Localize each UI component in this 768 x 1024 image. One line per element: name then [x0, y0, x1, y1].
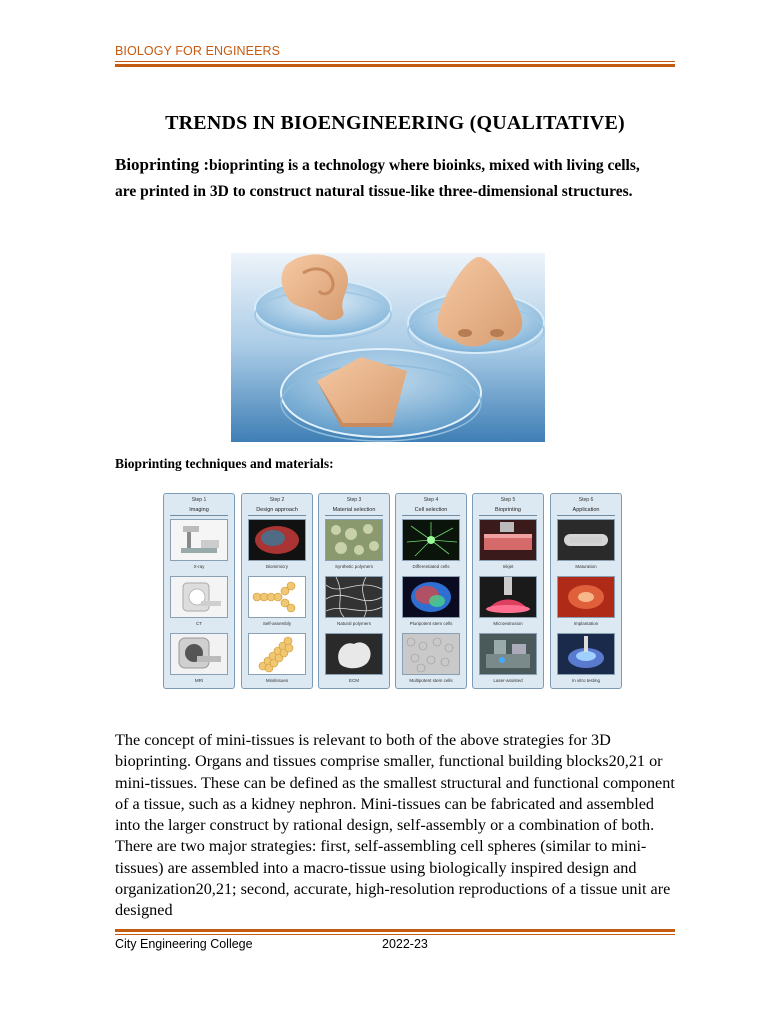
running-header: BIOLOGY FOR ENGINEERS: [115, 44, 281, 58]
page-title: TRENDS IN BIOENGINEERING (QUALITATIVE): [165, 112, 625, 134]
tile-caption: Multipotent stem cells: [409, 678, 453, 683]
pluripotent-cells-tile: [402, 576, 460, 618]
tile-caption: Synthetic polymers: [334, 564, 373, 569]
synthetic-polymers-tile: [325, 519, 383, 561]
multipotent-cells-tile: [402, 633, 460, 675]
footer-year: 2022-23: [382, 937, 428, 951]
footer-rule-top: [115, 929, 675, 932]
tile-caption: Minitissues: [265, 678, 289, 683]
step-title: Imaging: [189, 507, 209, 513]
step-number: Step 5: [500, 497, 516, 503]
step-number: Step 6: [578, 497, 594, 503]
mri-tile: [170, 633, 228, 675]
tile-caption: ECM: [349, 678, 359, 683]
step-panel-application: [550, 493, 622, 689]
tile-caption: Self-assembly: [262, 621, 292, 626]
tile-caption: X-ray: [193, 564, 205, 569]
step-panel-cell: [395, 493, 467, 689]
step-panel-imaging: [163, 493, 235, 689]
tile-caption: Implantation: [573, 621, 599, 626]
tile-caption: Maturation: [575, 564, 597, 569]
tile-caption: Laser-assisted: [493, 678, 523, 683]
step-panel-design: [241, 493, 313, 689]
step-title: Bioprinting: [495, 507, 521, 513]
tile-caption: Microextrusion: [493, 621, 523, 626]
ecm-tile: [325, 633, 383, 675]
footer-rule-bottom: [115, 934, 675, 935]
step-title: Design approach: [256, 507, 298, 513]
step-title: Material selection: [332, 507, 376, 513]
bioprinting-steps-figure: [163, 493, 624, 690]
step-title: Cell selection: [414, 507, 448, 513]
divider: [248, 515, 306, 516]
tile-caption: In vitro testing: [571, 678, 600, 683]
intro-lead: Bioprinting :: [115, 155, 209, 174]
step-number: Step 2: [269, 497, 285, 503]
divider: [325, 515, 383, 516]
tile-caption: MRI: [194, 678, 204, 683]
footer-college: City Engineering College: [115, 937, 253, 951]
bioprinted-organs-photo: [231, 253, 545, 442]
intro-paragraph: [115, 152, 655, 205]
tile-caption: Differentiated cells: [412, 564, 450, 569]
in-vitro-testing-tile: [557, 633, 615, 675]
tile-caption: Natural polymers: [336, 621, 371, 626]
implantation-tile: [557, 576, 615, 618]
tile-caption: Biomimicry: [266, 564, 288, 569]
header-rule-bottom: [115, 64, 675, 67]
tile-caption: CT: [196, 621, 202, 626]
step-title: Application: [572, 507, 600, 513]
intro-text: bioprinting is a technology where bioinks, mixed with living cells, are printed in 3D to construct natural tissue-like three-dimensional structures.: [115, 157, 640, 200]
step-panel-material: [318, 493, 390, 689]
self-assembly-tile: [248, 576, 306, 618]
minitissues-tile: [248, 633, 306, 675]
maturation-tile: [557, 519, 615, 561]
biomimicry-tile: [248, 519, 306, 561]
header-rule-top: [115, 61, 675, 62]
body-text: [115, 730, 675, 922]
step-number: Step 3: [346, 497, 362, 503]
ct-tile: [170, 576, 228, 618]
body-paragraph: The concept of mini-tissues is relevant to both of the above strategies for 3D bioprinting. Organs and tissues comprise smaller, functional building blocks20,21 or mini-tissues. These can be defined as the smallest structural and functional component of a tissue, such as a kidney nephron. Mini-tissues can be fabricated and assembled into the larger construct by rational design, self-assembly or a combination of both. There are two major strategies: first, self-assembling cell spheres (similar to mini-tissues) are assembled into a macro-tissue using biologically inspired design and organization20,21; second, accurate, high-resolution reproductions of a tissue unit are designed: [115, 731, 675, 920]
divider: [479, 515, 537, 516]
inkjet-tile: [479, 519, 537, 561]
xray-tile: [170, 519, 228, 561]
microextrusion-tile: [479, 576, 537, 618]
step-panel-bioprinting: [472, 493, 544, 689]
natural-polymers-tile: [325, 576, 383, 618]
tile-caption: Pluripotent stem cells: [409, 621, 453, 626]
step-number: Step 4: [423, 497, 439, 503]
step-number: Step 1: [191, 497, 207, 503]
laser-assisted-tile: [479, 633, 537, 675]
tile-caption: Inkjet: [502, 564, 514, 569]
differentiated-cells-tile: [402, 519, 460, 561]
divider: [402, 515, 460, 516]
divider: [170, 515, 228, 516]
divider: [557, 515, 615, 516]
figure-subheading: Bioprinting techniques and materials:: [115, 456, 334, 471]
